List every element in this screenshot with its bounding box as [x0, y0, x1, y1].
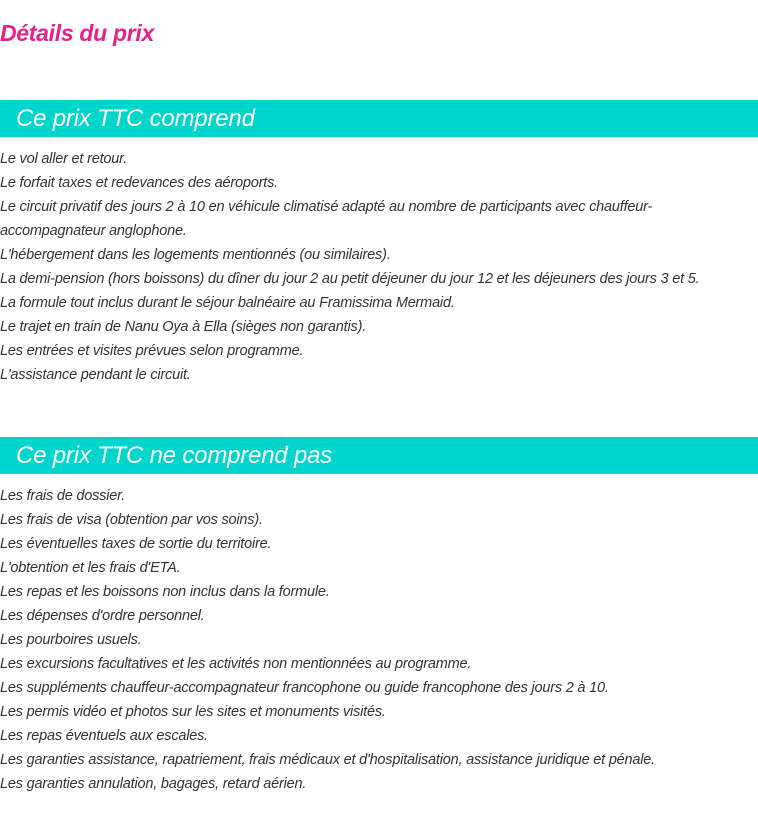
included-item: L'hébergement dans les logements mentionnés (ou similaires). — [0, 247, 391, 263]
included-item: La formule tout inclus durant le séjour balnéaire au Framissima Mermaid. — [0, 295, 455, 311]
included-section-header: Ce prix TTC comprend — [0, 100, 758, 137]
included-item: Le forfait taxes et redevances des aéroports. — [0, 175, 278, 191]
excluded-item: Les suppléments chauffeur-accompagnateur francophone ou guide francophone des jours 2 à 10. — [0, 680, 609, 696]
excluded-list — [0, 484, 740, 796]
included-item: La demi-pension (hors boissons) du dîner du jour 2 au petit déjeuner du jour 12 et les déjeuners des jours 3 et 5. — [0, 271, 700, 287]
excluded-item: Les éventuelles taxes de sortie du territoire. — [0, 536, 272, 552]
included-item: Les entrées et visites prévues selon programme. — [0, 343, 304, 359]
included-item: Le vol aller et retour. — [0, 151, 128, 167]
excluded-item: Les dépenses d'ordre personnel. — [0, 608, 205, 624]
page-title: Détails du prix — [0, 20, 154, 46]
included-item: Le circuit privatif des jours 2 à 10 en véhicule climatisé adapté au nombre de participants avec chauffeur-accompagnateur anglophone. — [0, 199, 653, 239]
included-item: L'assistance pendant le circuit. — [0, 367, 191, 383]
excluded-item: Les permis vidéo et photos sur les sites et monuments visités. — [0, 704, 386, 720]
excluded-item: Les frais de dossier. — [0, 488, 126, 504]
excluded-item: Les repas éventuels aux escales. — [0, 728, 209, 744]
excluded-item: Les pourboires usuels. — [0, 632, 142, 648]
excluded-item: Les garanties annulation, bagages, retard aérien. — [0, 776, 307, 792]
excluded-section-header: Ce prix TTC ne comprend pas — [0, 437, 758, 474]
included-item: Le trajet en train de Nanu Oya à Ella (sièges non garantis). — [0, 319, 367, 335]
excluded-item: Les excursions facultatives et les activités non mentionnées au programme. — [0, 656, 472, 672]
included-list — [0, 147, 740, 387]
excluded-item: Les garanties assistance, rapatriement, frais médicaux et d'hospitalisation, assistance juridique et pénale. — [0, 752, 655, 768]
excluded-item: Les frais de visa (obtention par vos soins). — [0, 512, 263, 528]
excluded-item: L'obtention et les frais d'ETA. — [0, 560, 181, 576]
excluded-item: Les repas et les boissons non inclus dans la formule. — [0, 584, 330, 600]
